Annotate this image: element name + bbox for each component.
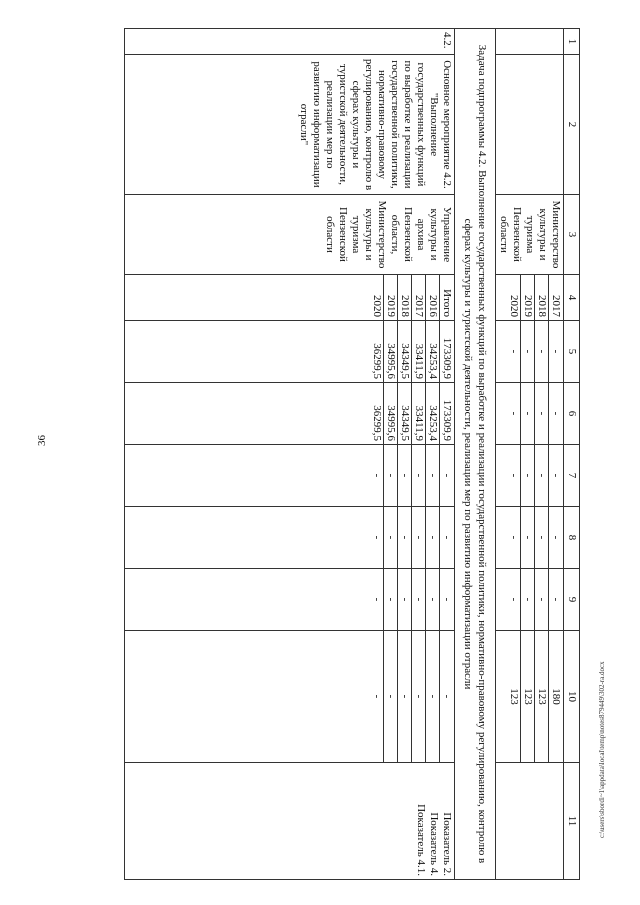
- value: -: [383, 569, 397, 630]
- cell-name: Основное мероприятие 4.2. "Выполнение государственных функций по выработке и реализации государственной политики, нормативно-правовому регулированию, контролю в сферах культуры и туристской деятельности, реализации мер по развитию информатизации отрасли": [125, 55, 455, 195]
- value: -: [425, 569, 439, 630]
- year: 2019: [520, 275, 534, 320]
- value: -: [397, 631, 411, 762]
- year: 2016: [425, 275, 439, 320]
- cell-executor: Управление культуры и архива Пензенской области, Министерство культуры и туризма Пензенской области: [125, 195, 455, 275]
- year: 2020: [371, 295, 383, 317]
- cell-years: [496, 275, 564, 321]
- col-header: 1: [564, 29, 580, 55]
- value: -: [548, 445, 562, 506]
- value: -: [534, 383, 548, 444]
- cell-c7: [496, 445, 564, 507]
- value: -: [411, 569, 425, 630]
- cell-c9: [496, 569, 564, 631]
- col-header: 11: [564, 763, 580, 880]
- year: 2017: [411, 275, 425, 320]
- value: -: [520, 569, 534, 630]
- cell-c10: [125, 631, 455, 763]
- value: -: [371, 535, 383, 540]
- cell-name: [496, 55, 564, 195]
- activity-row: [125, 29, 455, 880]
- value: -: [534, 445, 548, 506]
- col-header: 4: [564, 275, 580, 321]
- value: 34253,4: [425, 321, 439, 382]
- year: 2018: [534, 275, 548, 320]
- value: -: [508, 349, 520, 354]
- cell-c9: [125, 569, 455, 631]
- value: -: [508, 597, 520, 602]
- value: -: [520, 507, 534, 568]
- header-row: [564, 29, 580, 880]
- value: -: [439, 631, 453, 762]
- value: -: [548, 569, 562, 630]
- value: -: [411, 631, 425, 762]
- value: -: [508, 411, 520, 416]
- col-header: 2: [564, 55, 580, 195]
- value: 34349,5: [397, 383, 411, 444]
- task-text: Задача подпрограммы 4.2. Выполнение государственных функций по выработке и реализации государственной политики, нормативно-правовому регулированию, контролю в сферах культуры и туристской деятельности, реализации мер по развитию информатизации отрасли: [455, 29, 496, 880]
- task-row: [455, 29, 496, 880]
- value: -: [397, 507, 411, 568]
- value: -: [439, 569, 453, 630]
- value: 34995,6: [383, 321, 397, 382]
- value: -: [520, 321, 534, 382]
- value: -: [548, 507, 562, 568]
- col-header: 7: [564, 445, 580, 507]
- indicator: Показатель 4.: [428, 812, 440, 876]
- value: -: [383, 507, 397, 568]
- col-header: 3: [564, 195, 580, 275]
- cell-c6: [496, 383, 564, 445]
- value: -: [425, 507, 439, 568]
- value: -: [397, 445, 411, 506]
- value: 34349,5: [397, 321, 411, 382]
- value: -: [534, 507, 548, 568]
- cell-c5: [125, 321, 455, 383]
- cell-c7: [125, 445, 455, 507]
- value: -: [425, 631, 439, 762]
- value: 34995,6: [383, 383, 397, 444]
- value: 33411,9: [411, 383, 425, 444]
- value: -: [548, 321, 562, 382]
- value: 36299,5: [371, 405, 383, 441]
- cell-c11: [125, 763, 455, 880]
- footer-file-path: c:\users\sbordi~1\appdata\local\temp\notes879449\302-ra.docx: [598, 661, 606, 838]
- cell-c10: [496, 631, 564, 763]
- value: -: [508, 473, 520, 478]
- value: 123: [508, 688, 520, 705]
- year: 2018: [397, 275, 411, 320]
- cell-num: 4.2.: [125, 29, 455, 55]
- value: 34253,4: [425, 383, 439, 444]
- rotated-table-page: [78, 28, 580, 879]
- value: 173309,9: [439, 383, 453, 444]
- value: -: [439, 507, 453, 568]
- cell-c6: [125, 383, 455, 445]
- page-number: 36: [36, 435, 48, 446]
- value: -: [548, 383, 562, 444]
- cell-num: [496, 29, 564, 55]
- value: 123: [520, 631, 534, 762]
- cell-years: [125, 275, 455, 321]
- value: -: [439, 445, 453, 506]
- col-header: 8: [564, 507, 580, 569]
- indicator: Показатель 4.1.: [415, 804, 427, 876]
- value: -: [371, 694, 383, 699]
- value: -: [383, 631, 397, 762]
- cell-c8: [496, 507, 564, 569]
- value: 36299,5: [371, 343, 383, 379]
- value: -: [411, 445, 425, 506]
- value: -: [371, 473, 383, 478]
- value: -: [520, 383, 534, 444]
- year: 2019: [383, 275, 397, 320]
- value: -: [397, 569, 411, 630]
- value: -: [534, 569, 548, 630]
- value: 123: [534, 631, 548, 762]
- program-table: [124, 28, 580, 880]
- value: -: [534, 321, 548, 382]
- cell-c11: [496, 763, 564, 880]
- col-header: 9: [564, 569, 580, 631]
- year: Итого: [439, 275, 453, 320]
- cell-c8: [125, 507, 455, 569]
- col-header: 5: [564, 321, 580, 383]
- value: -: [383, 445, 397, 506]
- cell-c5: [496, 321, 564, 383]
- value: -: [371, 597, 383, 602]
- value: -: [508, 535, 520, 540]
- value: 33411,9: [411, 321, 425, 382]
- col-header: 6: [564, 383, 580, 445]
- year: 2017: [548, 275, 562, 320]
- ministry-row: [496, 29, 564, 880]
- col-header: 10: [564, 631, 580, 763]
- value: 180: [548, 631, 562, 762]
- value: -: [520, 445, 534, 506]
- indicator: Показатель 2.: [441, 812, 453, 876]
- value: -: [411, 507, 425, 568]
- value: 173309,9: [439, 321, 453, 382]
- value: -: [425, 445, 439, 506]
- year: 2020: [508, 295, 520, 317]
- cell-executor: Министерство культуры и туризма Пензенской области: [496, 195, 564, 275]
